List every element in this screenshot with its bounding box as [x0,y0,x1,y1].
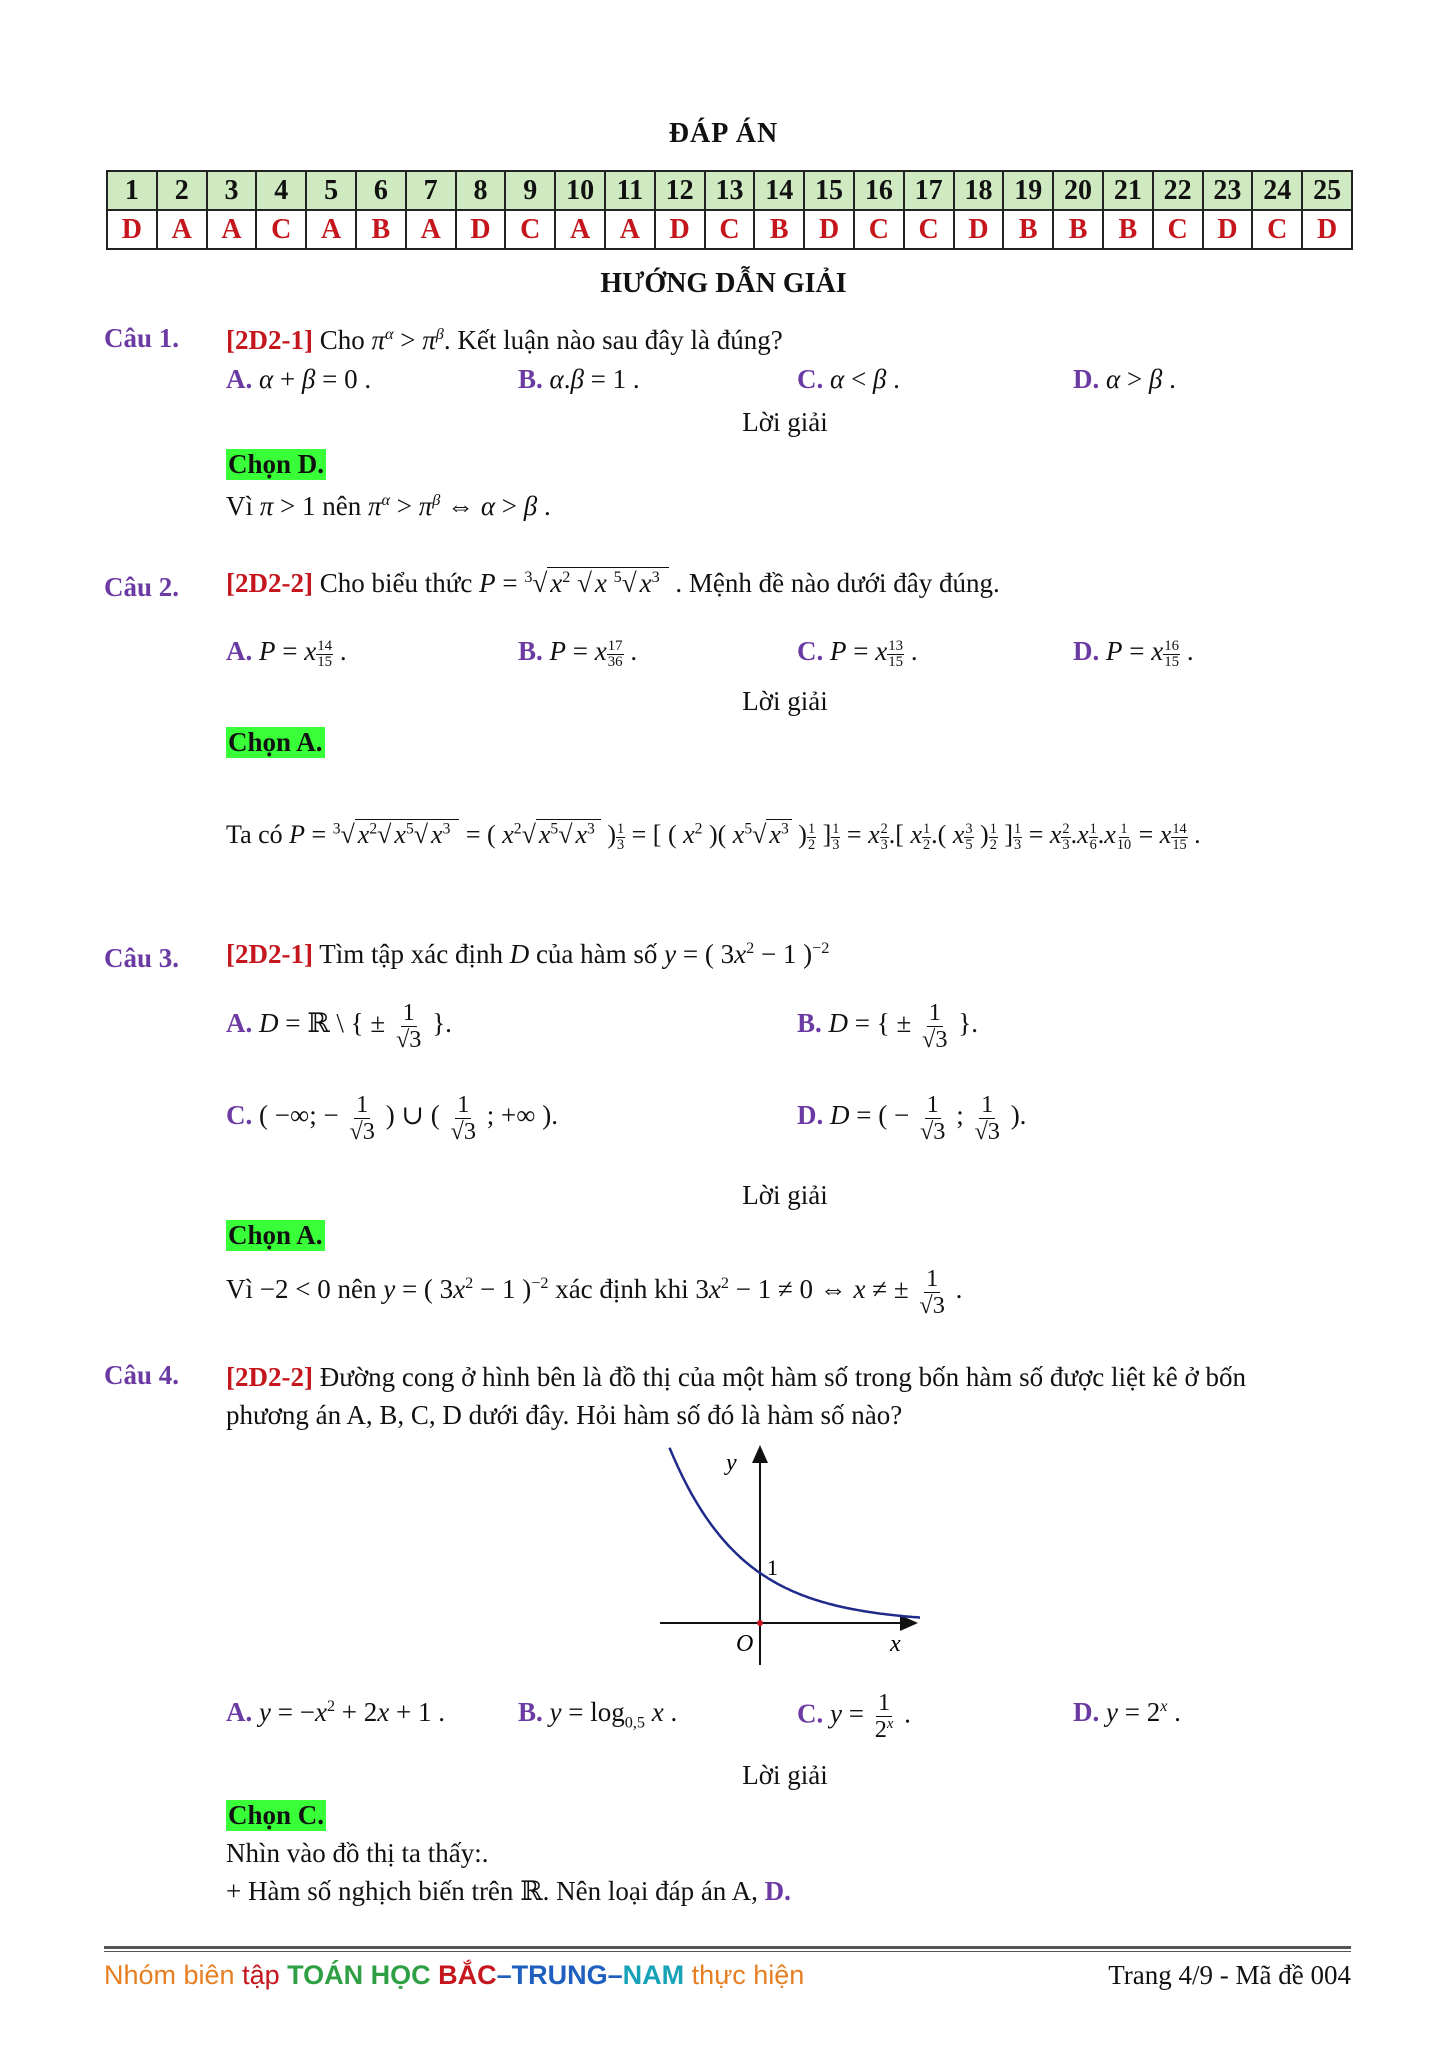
question-3-label: Câu 3. [104,943,180,973]
y-intercept-label: 1 [767,1555,778,1580]
answer-number-cell: 13 [705,171,755,210]
answer-letter-cell: B [356,210,406,249]
answer-letter-cell: D [655,210,705,249]
question-1-option-d: D. α > β . [1073,364,1176,394]
question-3-option-a: A. D = ℝ \ { ± $\frac{1}{√3}$ }. [226,999,452,1053]
answer-number-cell: 9 [505,171,555,210]
question-2-solution-heading: Lời giải [742,686,828,716]
answer-number-cell: 3 [207,171,257,210]
question-1-option-a: A. α + β = 0 . [226,364,372,394]
question-1-prefix: Cho [319,325,365,355]
question-4-option-a: A. $y = -x^2 + 2x + 1$ . [226,1697,445,1727]
answer-number-cell: 7 [406,171,456,210]
question-2-tag: [2D2-2] [226,568,313,598]
answer-number-cell: 23 [1203,171,1253,210]
answer-number-cell: 16 [854,171,904,210]
footer-page-number: Trang 4/9 - Mã đề 004 [1108,1960,1351,1990]
question-2-option-c: C. P = x $\frac{13}{15}$ . [797,636,918,670]
question-4-solution-line-2: + Hàm số nghịch biến trên ℝ. Nên loại đáp án A, D. [226,1876,791,1906]
answer-letter-cell: C [505,210,555,249]
answer-letter-cell: D [1302,210,1352,249]
question-2-text: [2D2-2] Cho biểu thức P = $^3$√ $x^2$ √ x $^5$√ $x^3$ . Mệnh đề nào dưới đây đúng. [226,568,1000,598]
question-4-choice: Chọn C. [228,1800,325,1830]
y-axis-label: y [726,1450,737,1476]
footer-divider [104,1946,1351,1949]
answer-letter-cell: A [406,210,456,249]
answer-key-title: ĐÁP ÁN [668,118,779,149]
answer-letter-cell: A [555,210,605,249]
answer-letters-row [107,210,1352,249]
answer-letter-cell: B [1103,210,1153,249]
question-2-explanation: Ta có P = $^3$√ $x^2√$ $x^5√$ $x^3$ = ( $x^2√$ $x^5√$ $x^3$ ) $\frac{1}{3}$ = [ ( $x^2$ )( $x^5√$ $x^3$ ) $\frac{1}{2}$ ] $\frac{1}{3}$ = x $\frac{2}{3}$ .[ x $\frac{1}{2}$ .( x $\frac{3}{5}$ ) $\frac{1}{2}$ ] $\frac{1}{3}$ = x $\frac{2}{3}$ .x $\frac{1}{6}$ .x $\frac{1}{10}$ = x $\frac{14}{15}$ . [226,820,1201,853]
answer-letter-cell: B [1053,210,1103,249]
question-3-tag: [2D2-1] [226,939,313,969]
solution-guide-title: HƯỚNG DẪN GIẢI [600,268,847,299]
x-axis-label: x [890,1631,901,1657]
question-1-label: Câu 1. [104,323,180,353]
answer-letter-cell: A [207,210,257,249]
question-1-option-c: C. α < β . [797,364,900,394]
answer-number-cell: 1 [107,171,157,210]
answer-number-cell: 5 [306,171,356,210]
answer-letter-cell: C [1252,210,1302,249]
question-4-text-line-2: phương án A, B, C, D dưới đây. Hỏi hàm số đó là hàm số nào? [226,1400,903,1430]
question-1-choice: Chọn D. [228,449,325,479]
answer-number-cell: 15 [804,171,854,210]
answer-letter-cell: D [1203,210,1253,249]
answer-number-cell: 21 [1103,171,1153,210]
answer-letter-cell: C [854,210,904,249]
origin-point [757,1620,763,1626]
answer-number-cell: 2 [157,171,207,210]
function-curve [670,1448,921,1619]
answer-number-cell: 17 [904,171,954,210]
answer-number-cell: 20 [1053,171,1103,210]
question-3-text: [2D2-1] Tìm tập xác định D của hàm số y = ( $3x^2 - 1$ )$^{-2}$ [226,939,830,969]
question-3-option-b: B. D = { ± $\frac{1}{√3}$ }. [797,999,978,1053]
answer-number-cell: 11 [605,171,655,210]
answer-number-cell: 25 [1302,171,1352,210]
answer-letter-cell: D [954,210,1004,249]
answer-number-cell: 19 [1003,171,1053,210]
question-4-solution-line-1: Nhìn vào đồ thị ta thấy:. [226,1838,489,1868]
answer-letter-cell: D [456,210,506,249]
answer-number-cell: 8 [456,171,506,210]
answer-letter-cell: A [306,210,356,249]
answer-letter-cell: B [754,210,804,249]
question-2-option-a: A. P = x $\frac{14}{15}$ . [226,636,347,670]
answer-number-cell: 24 [1252,171,1302,210]
question-1-suffix: . Kết luận nào sau đây là đúng? [443,325,783,355]
question-1-tag: [2D2-1] [226,325,313,355]
answer-number-cell: 10 [555,171,605,210]
question-4-solution-heading: Lời giải [742,1760,828,1790]
question-4-option-d: D. $y = 2^x$ . [1073,1697,1181,1727]
question-2-choice: Chọn A. [228,727,323,757]
question-3-option-c: C. ( −∞; − $\frac{1}{√3}$ ) ∪ ( $\frac{1}{√3}$ ; +∞ ). [226,1091,558,1145]
question-2-option-b: B. P = x $\frac{17}{36}$ . [518,636,638,670]
answer-letter-cell: C [705,210,755,249]
answer-number-cell: 12 [655,171,705,210]
question-1-solution-heading: Lời giải [742,407,828,437]
question-4-tag: [2D2-2] [226,1362,313,1392]
answer-letter-cell: C [904,210,954,249]
question-2-label: Câu 2. [104,572,180,602]
question-1-option-b: B. α.β = 1 . [518,364,640,394]
answer-number-cell: 22 [1153,171,1203,210]
answer-letter-cell: D [804,210,854,249]
answer-letter-cell: D [107,210,157,249]
answer-letter-cell: C [256,210,306,249]
question-4-label: Câu 4. [104,1360,180,1390]
origin-label: O [736,1631,754,1657]
footer-publisher: Nhóm biên tập TOÁN HỌC BẮC–TRUNG–NAM thực hiện [104,1960,805,1990]
answer-numbers-row [107,171,1352,210]
answer-number-cell: 14 [754,171,804,210]
question-3-explanation: Vì −2 < 0 nên y = ( $3x^2 - 1$ )$^{-2}$ xác định khi $3x^2 - 1 \ne 0$ ⇔ x ≠ ± $\frac{1}{√3}$ . [226,1265,963,1319]
answer-letter-cell: A [605,210,655,249]
question-3-option-d: D. D = ( − $\frac{1}{√3}$ ; $\frac{1}{√3}$ ). [797,1091,1027,1145]
question-2-option-d: D. P = x $\frac{16}{15}$ . [1073,636,1194,670]
answer-letter-cell: C [1153,210,1203,249]
answer-letter-cell: B [1003,210,1053,249]
answer-letter-cell: A [157,210,207,249]
question-1-text: [2D2-1] Cho $\pi^\alpha > \pi^\beta$. Kết luận nào sau đây là đúng? [226,325,783,355]
question-4-graph [660,1445,920,1675]
answer-number-cell: 18 [954,171,1004,210]
footer-divider-thin [104,1951,1351,1952]
question-1-explanation: Vì π > 1 nên $\pi^\alpha > \pi^\beta$ ⇔ α > β . [226,491,551,521]
answer-key-table [106,170,1353,250]
question-4-option-c: C. y = $\frac{1}{2^x}$ . [797,1689,911,1743]
question-3-solution-heading: Lời giải [742,1180,828,1210]
question-4-text-line-1: [2D2-2] Đường cong ở hình bên là đồ thị của một hàm số trong bốn hàm số được liệt kê ở bốn [226,1362,1246,1392]
question-4-option-b: B. $y = \log_{0,5} x$ . [518,1697,678,1732]
question-3-choice: Chọn A. [228,1220,323,1250]
answer-number-cell: 6 [356,171,406,210]
answer-number-cell: 4 [256,171,306,210]
